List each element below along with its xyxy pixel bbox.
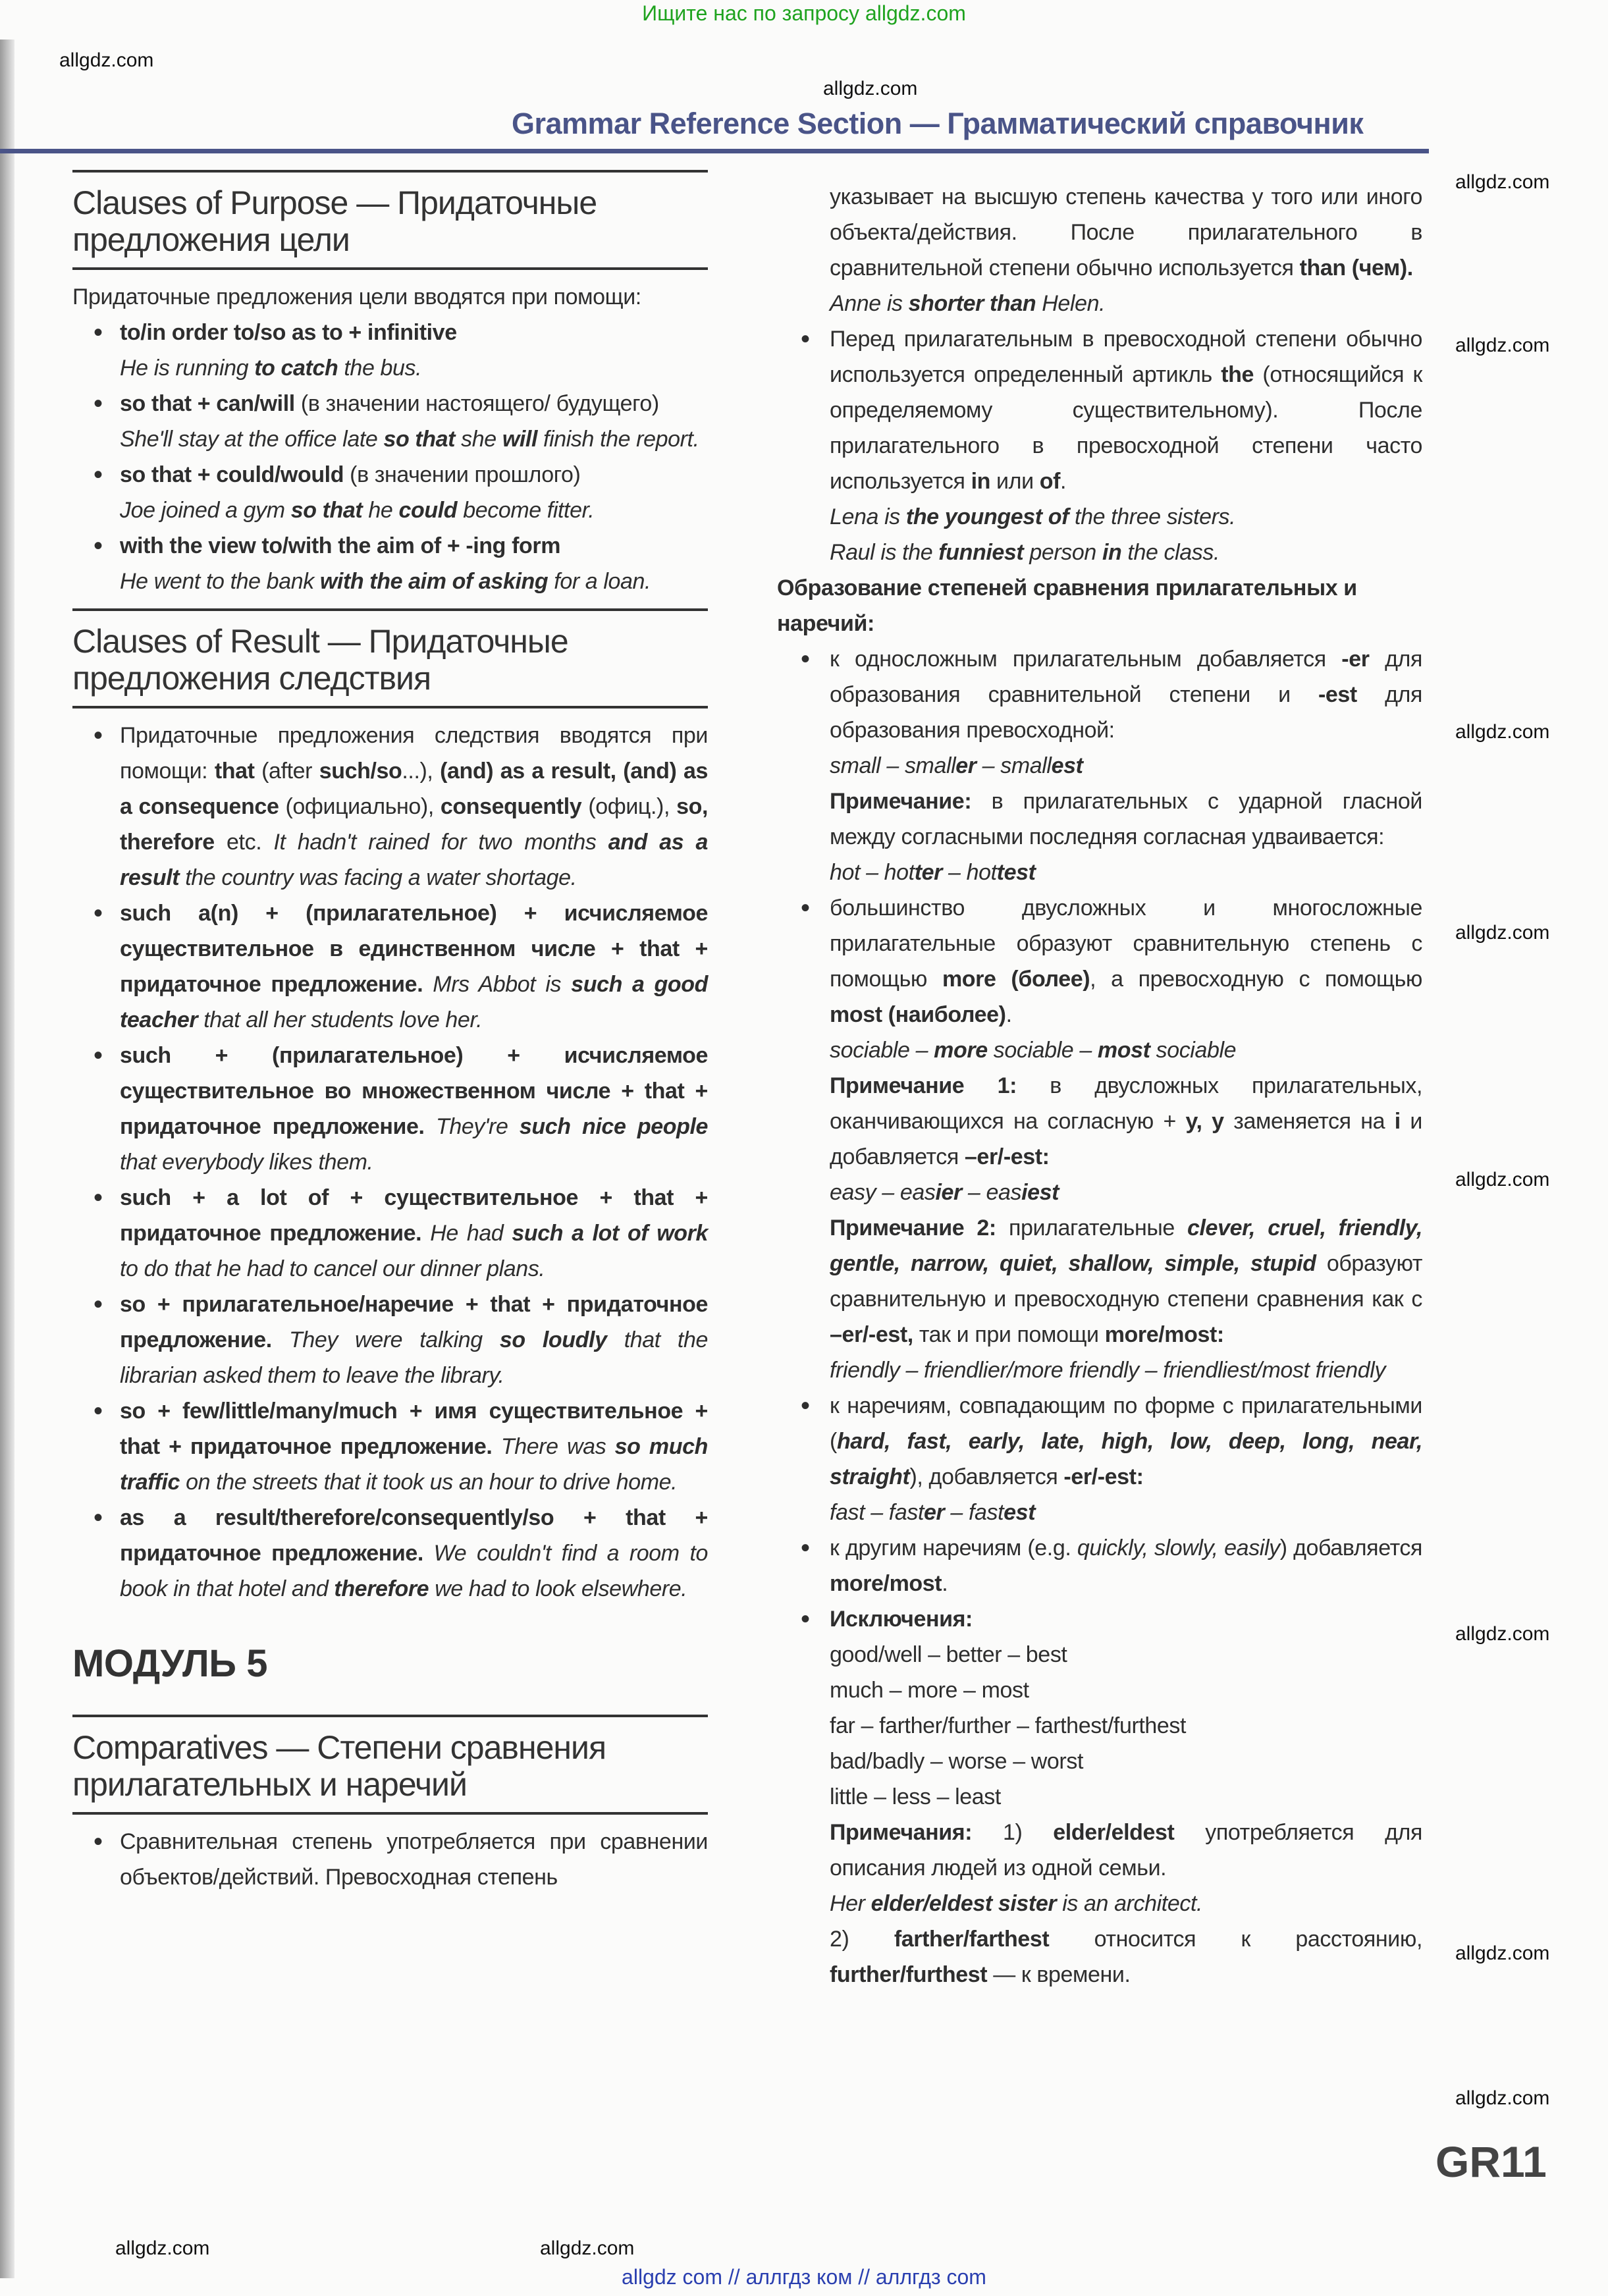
text-run: shorter than bbox=[908, 291, 1036, 316]
text-run: к наречиям, совпадающим по форме с прилагательными ( bbox=[830, 1393, 1422, 1454]
comparatives-content bbox=[72, 1824, 708, 1895]
watermark[interactable]: allgdz.com bbox=[115, 2237, 210, 2259]
text-run: etc. bbox=[214, 830, 274, 855]
text-run: , а превосходную с помощью bbox=[1090, 967, 1423, 992]
text-run: so much traffic bbox=[120, 1434, 708, 1495]
text-run: – fast bbox=[944, 1500, 1004, 1525]
text-run: iest bbox=[1021, 1180, 1059, 1205]
list-item bbox=[777, 321, 1422, 499]
text-run: so loudly bbox=[499, 1327, 607, 1352]
text-run: Примечание: bbox=[830, 789, 972, 814]
text-run: the bus. bbox=[338, 356, 422, 381]
right-column bbox=[777, 179, 1422, 1992]
divider bbox=[72, 170, 708, 173]
text-run: sociable – bbox=[987, 1038, 1098, 1063]
divider bbox=[72, 267, 708, 270]
left-column bbox=[72, 170, 708, 1895]
text-run: funniest bbox=[938, 540, 1024, 565]
text-run: hot – hot bbox=[830, 860, 915, 885]
text-run: the youngest of bbox=[905, 504, 1069, 529]
text-run: Придаточные предложения следствия вводятся при помощи: bbox=[120, 723, 708, 784]
paragraph bbox=[777, 535, 1422, 570]
text-run: Перед прилагательным в превосходной степени обычно используется определенный артикль bbox=[830, 327, 1422, 387]
list-item bbox=[777, 1601, 1422, 1637]
text-run: most bbox=[1097, 1038, 1150, 1063]
text-run: ier bbox=[935, 1180, 962, 1205]
text-run: so + прилагательное/наречие + that + придаточное предложение. bbox=[120, 1292, 708, 1352]
text-run: They're bbox=[424, 1114, 520, 1139]
paragraph bbox=[777, 784, 1422, 855]
text-run: finish the report. bbox=[537, 427, 699, 452]
text-run: er bbox=[924, 1500, 945, 1525]
divider bbox=[72, 608, 708, 611]
text-run: that everybody likes them. bbox=[120, 1150, 373, 1175]
text-run: . bbox=[942, 1571, 948, 1596]
watermark[interactable]: allgdz.com bbox=[1455, 334, 1550, 356]
text-run: – small bbox=[976, 753, 1052, 778]
paragraph bbox=[777, 1815, 1422, 1886]
subheading bbox=[777, 570, 1422, 641]
text-run: much – more – most bbox=[830, 1678, 1029, 1703]
text-run: such + (прилагательное) + исчисляемое существительное во множественном числе + that + придаточное предложение. bbox=[120, 1043, 708, 1139]
text-run: –er/-est: bbox=[964, 1144, 1050, 1169]
paragraph bbox=[777, 1352, 1422, 1388]
paragraph bbox=[777, 1886, 1422, 1921]
text-run: указывает на высшую степень качества у того или иного объекта/действия. После прилагательного в сравнительной степени обычно используется bbox=[830, 184, 1422, 280]
paragraph bbox=[777, 1032, 1422, 1068]
text-run: и добавляется bbox=[830, 1109, 1423, 1169]
text-run: quickly, slowly, easily bbox=[1077, 1535, 1280, 1561]
text-run: He went to the bank bbox=[120, 569, 320, 594]
text-run: прилагательные bbox=[996, 1215, 1187, 1241]
text-run: we had to look elsewhere. bbox=[429, 1576, 687, 1601]
text-run: with the aim of asking bbox=[319, 569, 549, 594]
text-run: with the view to/with the aim of + -ing form bbox=[120, 533, 561, 558]
paragraph bbox=[72, 564, 708, 599]
list-item bbox=[72, 1824, 708, 1895]
text-run: er bbox=[955, 753, 977, 778]
text-run: . bbox=[1060, 469, 1067, 494]
list-item bbox=[777, 1388, 1422, 1495]
paragraph bbox=[777, 1637, 1422, 1672]
list-item bbox=[72, 1500, 708, 1607]
list-item bbox=[72, 315, 708, 350]
text-run: относится к расстоянию, bbox=[1049, 1927, 1423, 1952]
text-run: It hadn't rained for two months bbox=[273, 830, 608, 855]
module-heading: МОДУЛЬ 5 bbox=[72, 1642, 268, 1685]
text-run: in bbox=[1102, 540, 1122, 565]
text-run: so that + can/will bbox=[120, 391, 295, 416]
paragraph bbox=[777, 1068, 1422, 1175]
text-run: the three sisters. bbox=[1069, 504, 1236, 529]
text-run: 1) bbox=[972, 1820, 1054, 1845]
paragraph bbox=[777, 1921, 1422, 1992]
text-run: the class. bbox=[1121, 540, 1220, 565]
text-run: для образования сравнительной степени и bbox=[830, 647, 1422, 707]
text-run: (относящийся к определяемому существительному). После прилагательного в превосходной степени часто используется bbox=[830, 362, 1422, 494]
text-run: (официально), bbox=[279, 794, 441, 819]
list-item bbox=[72, 1393, 708, 1500]
text-run: She'll stay at the office late bbox=[120, 427, 384, 452]
section-title-purpose: Clauses of Purpose — Придаточные предложения цели bbox=[72, 184, 597, 258]
text-run: Сравнительная степень употребляется при сравнении объектов/действий. Превосходная степень bbox=[120, 1829, 708, 1890]
divider bbox=[72, 706, 708, 708]
text-run: для образования превосходной: bbox=[830, 682, 1423, 743]
text-run: (в значении прошлого) bbox=[344, 462, 581, 487]
text-run: more (более) bbox=[942, 967, 1090, 992]
text-run: est bbox=[1004, 1500, 1036, 1525]
text-run: (and) as a result, (and) as a consequence bbox=[120, 759, 708, 819]
text-run: Исключения: bbox=[830, 1607, 973, 1632]
text-run: -er bbox=[1341, 647, 1370, 672]
text-run: hard, fast, early, late, high, low, deep, long, near, straight bbox=[830, 1429, 1422, 1489]
text-run: — к времени. bbox=[987, 1962, 1131, 1987]
divider bbox=[72, 1812, 708, 1815]
text-run: to catch bbox=[254, 356, 338, 381]
text-run: y, y bbox=[1185, 1109, 1224, 1134]
text-run: that all her students love her. bbox=[198, 1007, 483, 1032]
text-run: est bbox=[1051, 753, 1083, 778]
text-run: ), добавляется bbox=[909, 1464, 1064, 1489]
text-run: ...), bbox=[402, 759, 441, 784]
paragraph bbox=[72, 350, 708, 386]
text-run: He is running bbox=[120, 356, 255, 381]
text-run: further/furthest bbox=[830, 1962, 988, 1987]
watermark[interactable]: allgdz.com bbox=[59, 49, 154, 71]
text-run: such a(n) + (прилагательное) + исчисляемое существительное в единственном числе + that + придаточное предложение. bbox=[120, 901, 708, 997]
text-run: to/in order to/so as to + infinitive bbox=[120, 320, 457, 345]
watermark[interactable]: allgdz.com bbox=[1455, 2087, 1550, 2109]
text-run: so + few/little/many/much + имя существительное + that + придаточное предложение. bbox=[120, 1399, 708, 1459]
text-run: bad/badly – worse – worst bbox=[830, 1749, 1083, 1774]
text-run: on the streets that it took us an hour to drive home. bbox=[180, 1470, 678, 1495]
text-run: или bbox=[990, 469, 1040, 494]
watermark[interactable]: allgdz.com bbox=[1455, 1942, 1550, 1964]
text-run: person bbox=[1023, 540, 1102, 565]
divider bbox=[72, 1715, 708, 1717]
text-run: such/so bbox=[319, 759, 402, 784]
text-run: will bbox=[502, 427, 537, 452]
text-run: so that bbox=[383, 427, 456, 452]
text-run: good/well – better – best bbox=[830, 1642, 1067, 1667]
text-run: большинство двусложных и многосложные прилагательные образуют сравнительную степень с помощью bbox=[830, 895, 1422, 992]
text-run: little – less – least bbox=[830, 1784, 1001, 1809]
text-run: the bbox=[1221, 362, 1254, 387]
text-run: fast – fast bbox=[830, 1500, 925, 1525]
text-run: к другим наречиям (e.g. bbox=[830, 1535, 1077, 1561]
text-run: He had bbox=[421, 1221, 512, 1246]
text-run: easy – eas bbox=[830, 1180, 936, 1205]
header-rule bbox=[0, 149, 1429, 153]
paragraph bbox=[777, 1210, 1422, 1352]
paragraph bbox=[777, 1175, 1422, 1210]
paragraph bbox=[777, 179, 1422, 286]
text-run: Joe joined a gym bbox=[120, 498, 291, 523]
list-item bbox=[72, 1038, 708, 1180]
bottom-banner[interactable]: allgdz com // аллгдз ком // аллгдз com bbox=[622, 2265, 986, 2289]
top-banner[interactable]: Ищите нас по запросу allgdz.com bbox=[642, 1, 966, 25]
text-run: that bbox=[214, 759, 255, 784]
text-run: is an architect. bbox=[1056, 1891, 1203, 1916]
paragraph bbox=[777, 1495, 1422, 1530]
text-run: There was bbox=[492, 1434, 615, 1459]
list-item bbox=[72, 1287, 708, 1393]
text-run: Образование степеней сравнения прилагательных и наречий: bbox=[777, 575, 1357, 636]
paragraph bbox=[777, 1672, 1422, 1708]
list-item bbox=[777, 1530, 1422, 1601]
text-run: образуют сравнительную и превосходную степени сравнения как с bbox=[830, 1251, 1423, 1312]
text-run: so that + could/would bbox=[120, 462, 344, 487]
paragraph bbox=[777, 286, 1422, 321]
text-run: elder/eldest sister bbox=[871, 1891, 1057, 1916]
paragraph bbox=[777, 1779, 1422, 1815]
paragraph bbox=[72, 421, 708, 457]
text-run: test bbox=[996, 860, 1036, 885]
watermark[interactable]: allgdz.com bbox=[1455, 171, 1550, 193]
text-run: Mrs Abbot is bbox=[423, 972, 572, 997]
paragraph bbox=[777, 748, 1422, 784]
text-run: friendly – friendlier/more friendly – friendliest/most friendly bbox=[830, 1358, 1386, 1383]
text-run: Raul is the bbox=[830, 540, 939, 565]
text-run: in bbox=[971, 469, 990, 494]
text-run: Примечания: bbox=[830, 1820, 973, 1845]
section-title-comparatives: Comparatives — Степени сравнения прилагательных и наречий bbox=[72, 1729, 606, 1803]
text-run: (after bbox=[254, 759, 319, 784]
text-run: i bbox=[1394, 1109, 1401, 1134]
text-run: Anne is bbox=[830, 291, 909, 316]
text-run: such a good teacher bbox=[120, 972, 708, 1032]
text-run: than (чем). bbox=[1299, 255, 1413, 280]
text-run: most (наиболее) bbox=[830, 1002, 1006, 1027]
text-run: elder/eldest bbox=[1053, 1820, 1175, 1845]
list-item bbox=[72, 895, 708, 1038]
text-run: clever, cruel, friendly, gentle, narrow, quiet, shallow, simple, stupid bbox=[830, 1215, 1422, 1276]
paragraph bbox=[72, 279, 708, 315]
text-run: – eas bbox=[961, 1180, 1022, 1205]
text-run: such nice people bbox=[519, 1114, 709, 1139]
paragraph bbox=[777, 855, 1422, 890]
text-run: could bbox=[398, 498, 458, 523]
text-run: she bbox=[455, 427, 502, 452]
text-run: -er/-est: bbox=[1063, 1464, 1144, 1489]
text-run: ter bbox=[914, 860, 942, 885]
text-run: в прилагательных с ударной гласной между согласными последняя согласная удваивается: bbox=[830, 789, 1422, 849]
text-run: of bbox=[1039, 469, 1061, 494]
scan-edge-shadow bbox=[0, 40, 14, 2278]
purpose-content bbox=[72, 279, 708, 599]
text-run: sociable – bbox=[830, 1038, 934, 1063]
text-run: so that bbox=[290, 498, 363, 523]
page-number: GR11 bbox=[1435, 2137, 1547, 2186]
text-run: that the librarian asked them to leave the library. bbox=[120, 1327, 708, 1388]
text-run: Примечание 2: bbox=[830, 1215, 996, 1241]
text-run: Придаточные предложения цели вводятся при помощи: bbox=[72, 284, 641, 309]
watermark[interactable]: allgdz.com bbox=[1455, 1169, 1550, 1190]
text-run: for a loan. bbox=[548, 569, 651, 594]
text-run: заменяется на bbox=[1223, 1109, 1395, 1134]
list-item bbox=[72, 386, 708, 421]
paragraph bbox=[777, 499, 1422, 535]
list-item bbox=[72, 1180, 708, 1287]
text-run: farther/farthest bbox=[894, 1927, 1050, 1952]
text-run: as a result/therefore/consequently/so + that + придаточное предложение. bbox=[120, 1505, 708, 1566]
text-run: he bbox=[362, 498, 399, 523]
text-run: consequently bbox=[440, 794, 582, 819]
text-run: к односложным прилагательным добавляется bbox=[830, 647, 1342, 672]
text-run: They were talking bbox=[271, 1327, 500, 1352]
text-run: to do that he had to cancel our dinner plans. bbox=[120, 1256, 545, 1281]
text-run: употребляется для описания людей из одной семьи. bbox=[830, 1820, 1422, 1881]
text-run: Helen. bbox=[1036, 291, 1106, 316]
paragraph bbox=[777, 1744, 1422, 1779]
text-run: в двусложных прилагательных, оканчивающихся на согласную + bbox=[830, 1073, 1423, 1134]
text-run: become fitter. bbox=[457, 498, 595, 523]
section-title-result: Clauses of Result — Придаточные предложения следствия bbox=[72, 623, 568, 697]
text-run: (в значении настоящего/ будущего) bbox=[294, 391, 659, 416]
text-run: ) добавляется bbox=[1279, 1535, 1422, 1561]
text-run: more/most bbox=[830, 1571, 942, 1596]
watermark[interactable]: allgdz.com bbox=[540, 2237, 635, 2259]
text-run: more/most: bbox=[1104, 1322, 1224, 1347]
list-item bbox=[777, 890, 1422, 1032]
text-run: far – farther/further – farthest/furthest bbox=[830, 1713, 1187, 1738]
text-run: – hot bbox=[942, 860, 997, 885]
text-run: 2) bbox=[830, 1927, 894, 1952]
watermark[interactable]: allgdz.com bbox=[1455, 922, 1550, 944]
list-item bbox=[72, 528, 708, 564]
page-header: Grammar Reference Section — Грамматический справочник bbox=[512, 107, 1364, 140]
list-item bbox=[72, 457, 708, 493]
list-item bbox=[777, 641, 1422, 748]
text-run: therefore bbox=[334, 1576, 429, 1601]
result-content bbox=[72, 718, 708, 1607]
text-run: sociable bbox=[1150, 1038, 1237, 1063]
paragraph bbox=[777, 1708, 1422, 1744]
watermark[interactable]: allgdz.com bbox=[1455, 1623, 1550, 1645]
text-run: such a lot of work bbox=[512, 1221, 708, 1246]
text-run: –er/-est, bbox=[830, 1322, 913, 1347]
text-run: so, therefore bbox=[120, 794, 708, 855]
text-run: Her bbox=[830, 1891, 871, 1916]
text-run: Примечание 1: bbox=[830, 1073, 1017, 1098]
text-run: так и при помощи bbox=[913, 1322, 1105, 1347]
watermark[interactable]: allgdz.com bbox=[823, 78, 918, 99]
text-run: We couldn't find a room to book in that hotel and bbox=[120, 1541, 708, 1601]
text-run: the country was facing a water shortage. bbox=[179, 865, 577, 890]
text-run: small – small bbox=[830, 753, 956, 778]
list-item bbox=[72, 718, 708, 895]
watermark[interactable]: allgdz.com bbox=[1455, 721, 1550, 743]
paragraph bbox=[72, 493, 708, 528]
text-run: . bbox=[1005, 1002, 1012, 1027]
text-run: -est bbox=[1318, 682, 1357, 707]
text-run: (офиц.), bbox=[581, 794, 677, 819]
text-run: and as a result bbox=[120, 830, 708, 890]
text-run: more bbox=[934, 1038, 988, 1063]
text-run: Lena is bbox=[830, 504, 906, 529]
text-run: such + a lot of + существительное + that + придаточное предложение. bbox=[120, 1185, 708, 1246]
